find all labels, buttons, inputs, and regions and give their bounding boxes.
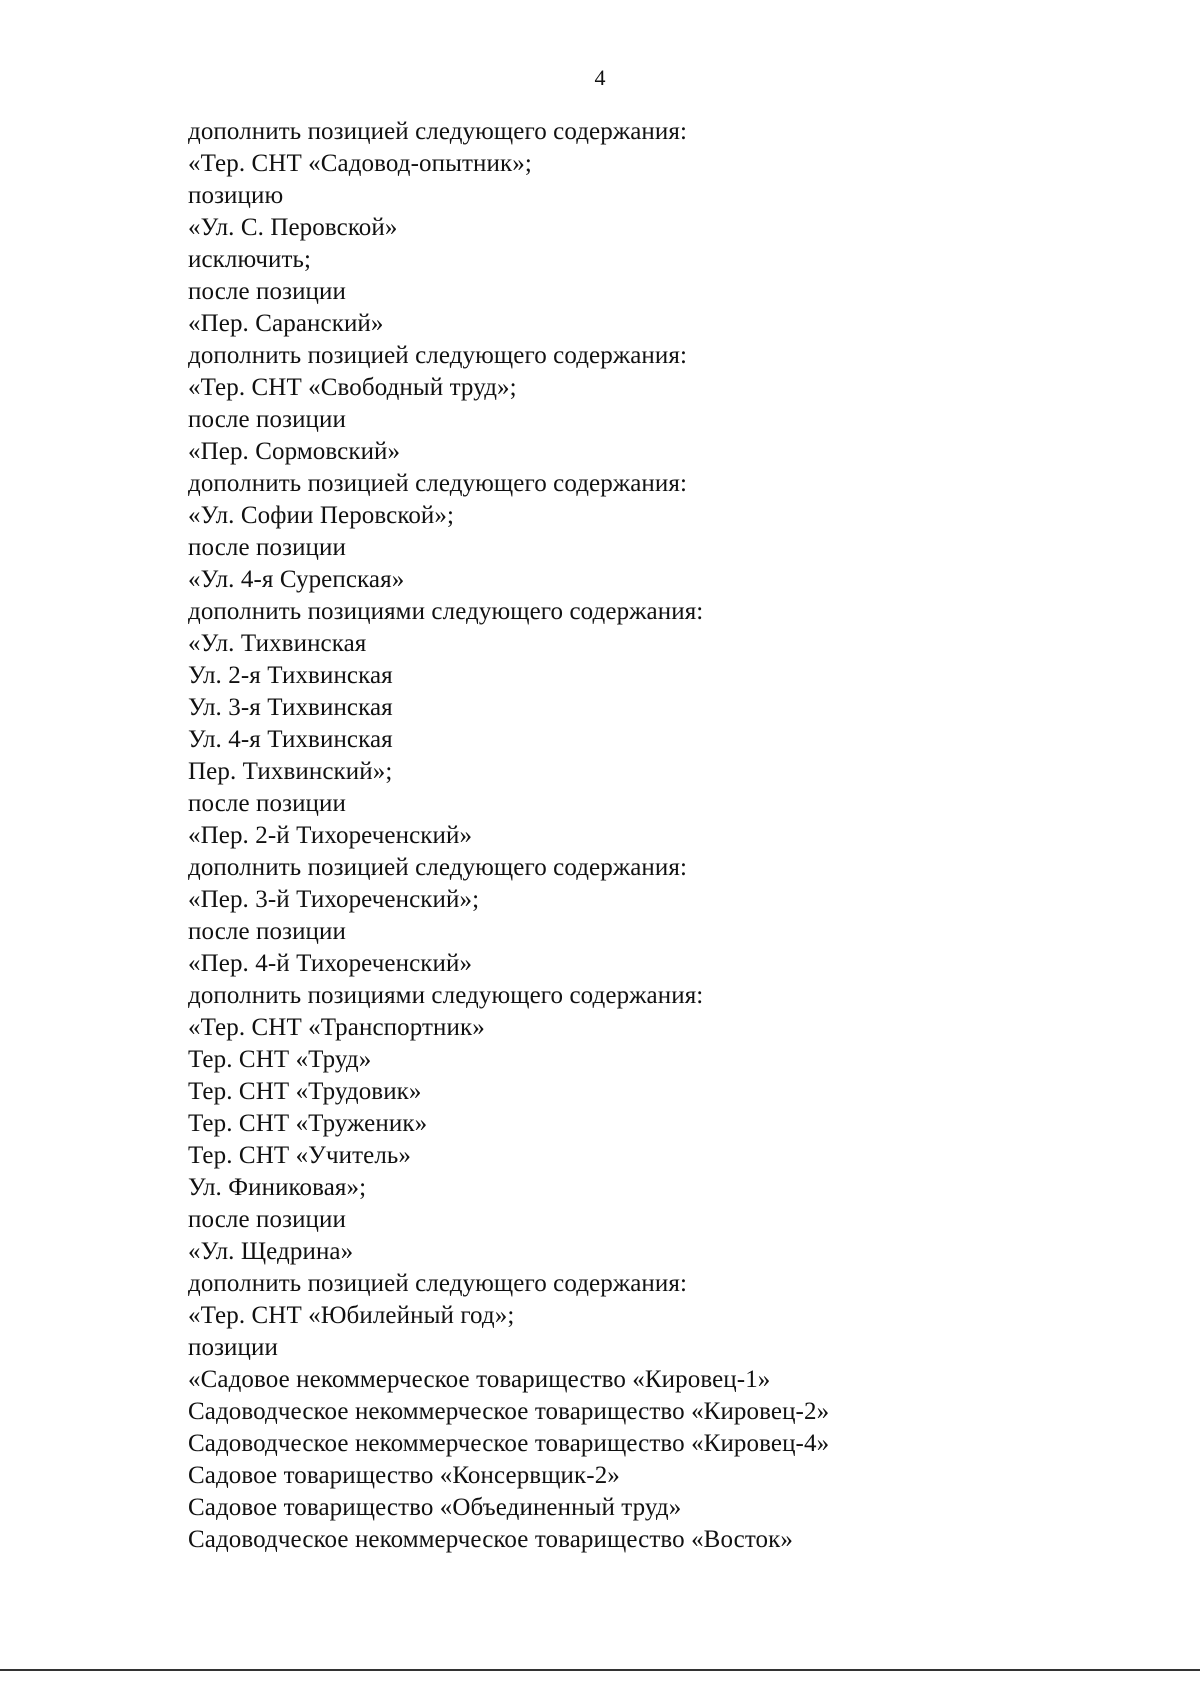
text-line: Тер. СНТ «Учитель»	[188, 1142, 412, 1169]
text-line: «Ул. Щедрина»	[188, 1238, 354, 1265]
text-line: «Ул. Тихвинская	[188, 630, 367, 657]
text-line: дополнить позицией следующего содержания:	[188, 118, 688, 145]
text-line: «Пер. Саранский»	[188, 310, 384, 337]
text-line: Тер. СНТ «Трудовик»	[188, 1078, 422, 1105]
text-line: «Пер. 3-й Тихореченский»;	[188, 886, 480, 913]
text-line: дополнить позициями следующего содержания:	[188, 982, 704, 1009]
document-body	[188, 116, 1148, 1556]
text-line: дополнить позицией следующего содержания:	[188, 1270, 688, 1297]
text-line: «Тер. СНТ «Транспортник»	[188, 1014, 485, 1041]
text-line: Тер. СНТ «Труд»	[188, 1046, 372, 1073]
text-line: после позиции	[188, 534, 346, 561]
page-number: 4	[594, 65, 606, 90]
text-line: дополнить позициями следующего содержания:	[188, 598, 704, 625]
text-line: исключить;	[188, 246, 312, 273]
text-line: «Ул. С. Перовской»	[188, 214, 398, 241]
text-line: Ул. Финиковая»;	[188, 1174, 367, 1201]
text-line: после позиции	[188, 278, 346, 305]
text-line: Ул. 2-я Тихвинская	[188, 662, 393, 689]
text-line: «Садовое некоммерческое товарищество «Кировец-1»	[188, 1366, 771, 1393]
text-line: после позиции	[188, 918, 346, 945]
text-line: Садовое товарищество «Объединенный труд»	[188, 1494, 682, 1521]
text-line: после позиции	[188, 1206, 346, 1233]
text-line: дополнить позицией следующего содержания:	[188, 470, 688, 497]
text-line: «Тер. СНТ «Садовод-опытник»;	[188, 150, 532, 177]
text-line: Ул. 4-я Тихвинская	[188, 726, 393, 753]
text-line: Пер. Тихвинский»;	[188, 758, 393, 785]
text-line: «Пер. 4-й Тихореченский»	[188, 950, 473, 977]
text-line: «Ул. 4-я Сурепская»	[188, 566, 405, 593]
text-line: позиции	[188, 1334, 278, 1361]
text-line: «Тер. СНТ «Свободный труд»;	[188, 374, 517, 401]
text-line: Садоводческое некоммерческое товарищество «Восток»	[188, 1526, 793, 1553]
text-line: «Ул. Софии Перовской»;	[188, 502, 455, 529]
text-line: Ул. 3-я Тихвинская	[188, 694, 393, 721]
text-line: Тер. СНТ «Труженик»	[188, 1110, 428, 1137]
text-line: «Тер. СНТ «Юбилейный год»;	[188, 1302, 515, 1329]
text-line: после позиции	[188, 790, 346, 817]
text-line: дополнить позицией следующего содержания:	[188, 854, 688, 881]
text-line: позицию	[188, 182, 284, 209]
text-line: Садовое товарищество «Консервщик-2»	[188, 1462, 620, 1489]
text-line: Садоводческое некоммерческое товарищество «Кировец-2»	[188, 1398, 830, 1425]
text-line: «Пер. Сормовский»	[188, 438, 401, 465]
text-line: Садоводческое некоммерческое товарищество «Кировец-4»	[188, 1430, 830, 1457]
text-line: дополнить позицией следующего содержания:	[188, 342, 688, 369]
text-line: после позиции	[188, 406, 346, 433]
bottom-divider	[0, 1669, 1200, 1671]
text-line: «Пер. 2-й Тихореченский»	[188, 822, 473, 849]
